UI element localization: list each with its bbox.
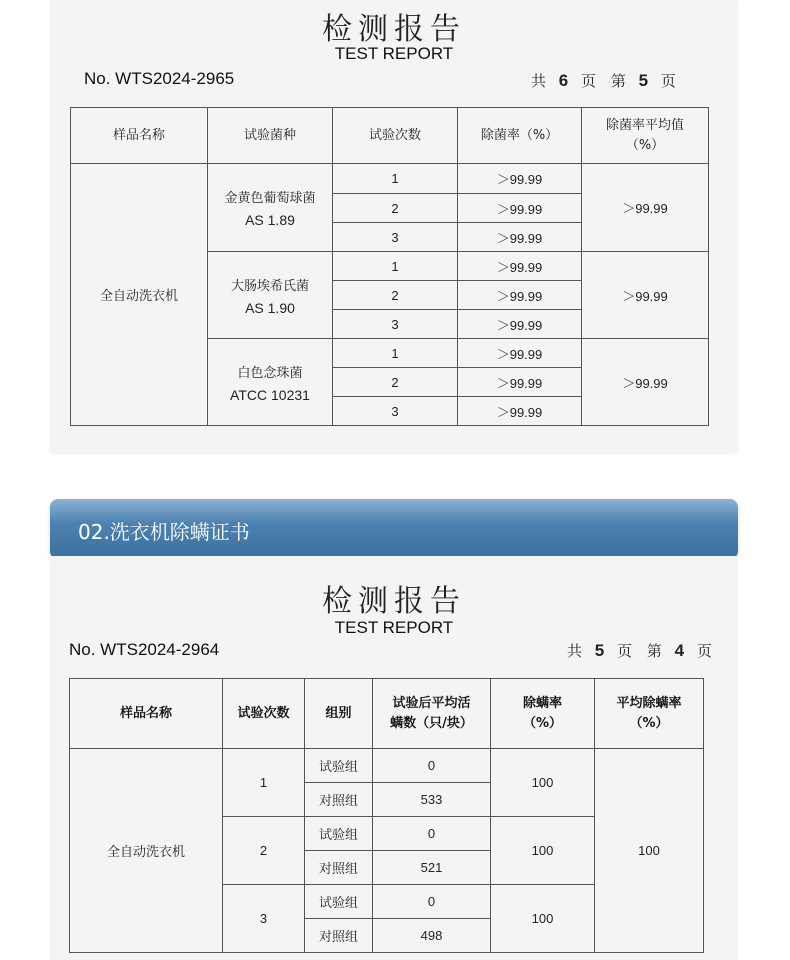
pages-current-prefix: 第 xyxy=(610,72,626,90)
header-removal-rate: 除螨率（%） xyxy=(491,679,595,749)
kill-rate: ＞99.99 xyxy=(458,164,582,194)
removal-rate: 100 xyxy=(491,817,595,885)
section-banner xyxy=(50,499,738,559)
header-avg-rate: 除菌率平均值（%） xyxy=(582,108,709,164)
report-card-2 xyxy=(50,556,738,960)
header-mite-count: 试验后平均活螨数（只/块） xyxy=(373,679,491,749)
kill-rate: ＞99.99 xyxy=(458,223,582,252)
kill-rate: ＞99.99 xyxy=(458,252,582,281)
strain-code: AS 1.89 xyxy=(245,212,295,228)
header-trial: 试验次数 xyxy=(223,679,305,749)
avg-removal-rate: 100 xyxy=(595,749,704,953)
group-name: 试验组 xyxy=(305,817,373,851)
report-number: No. WTS2024-2964 xyxy=(69,640,220,659)
strain-name: 大肠埃希氏菌 xyxy=(230,278,309,294)
header-sample: 样品名称 xyxy=(70,679,223,749)
pages-total: 6 xyxy=(558,71,569,90)
mite-count: 498 xyxy=(373,919,491,953)
kill-rate: ＞99.99 xyxy=(458,397,582,426)
avg-kill-rate: ＞99.99 xyxy=(582,339,709,426)
trial-number: 1 xyxy=(333,252,458,281)
report-title: 检测报告 xyxy=(322,12,466,47)
pages-current-unit: 页 xyxy=(696,642,712,660)
pages-total: 5 xyxy=(594,641,605,660)
report-subtitle: TEST REPORT xyxy=(334,44,454,63)
page-indicator xyxy=(531,70,676,91)
trial-number: 1 xyxy=(333,164,458,194)
pages-current: 4 xyxy=(674,641,685,660)
kill-rate: ＞99.99 xyxy=(458,194,582,223)
strain-code: ATCC 10231 xyxy=(230,386,310,403)
trial-number: 2 xyxy=(223,817,305,885)
report-number: No. WTS2024-2965 xyxy=(84,69,235,88)
trial-number: 3 xyxy=(333,310,458,339)
report-subtitle: TEST REPORT xyxy=(334,618,454,637)
removal-rate: 100 xyxy=(491,885,595,953)
strain-name: 金黄色葡萄球菌 xyxy=(224,191,316,206)
kill-rate: ＞99.99 xyxy=(458,368,582,397)
removal-rate: 100 xyxy=(491,749,595,817)
header-sample: 样品名称 xyxy=(71,108,208,164)
mite-count: 533 xyxy=(373,783,491,817)
mite-count: 0 xyxy=(373,817,491,851)
sample-name: 全自动洗衣机 xyxy=(70,749,223,953)
trial-number: 1 xyxy=(223,749,305,817)
mite-count: 521 xyxy=(373,851,491,885)
pages-current: 5 xyxy=(638,71,649,90)
group-name: 对照组 xyxy=(305,783,373,817)
avg-kill-rate: ＞99.99 xyxy=(582,252,709,339)
strain-cell xyxy=(208,339,333,426)
section-banner-title: 02.洗衣机除螨证书 xyxy=(78,520,250,544)
trial-number: 2 xyxy=(333,281,458,310)
mite-count: 0 xyxy=(373,749,491,783)
group-name: 对照组 xyxy=(305,851,373,885)
table-row xyxy=(70,749,704,783)
header-group: 组别 xyxy=(305,679,373,749)
group-name: 试验组 xyxy=(305,749,373,783)
kill-rate: ＞99.99 xyxy=(458,339,582,368)
trial-number: 2 xyxy=(333,368,458,397)
kill-rate: ＞99.99 xyxy=(458,281,582,310)
trial-number: 3 xyxy=(333,223,458,252)
pages-total-unit: 页 xyxy=(617,642,633,660)
pages-total-prefix: 共 xyxy=(531,72,547,90)
header-rate: 除菌率（%） xyxy=(458,108,582,164)
report-card-1 xyxy=(50,0,738,452)
table-row xyxy=(71,164,709,194)
trial-number: 3 xyxy=(333,397,458,426)
header-avg-removal-rate: 平均除螨率（%） xyxy=(595,679,704,749)
mite-removal-table xyxy=(69,678,704,953)
avg-kill-rate: ＞99.99 xyxy=(582,164,709,252)
pages-total-prefix: 共 xyxy=(567,642,583,660)
page-indicator xyxy=(567,640,712,661)
trial-number: 2 xyxy=(333,194,458,223)
header-strain: 试验菌种 xyxy=(208,108,333,164)
strain-cell xyxy=(208,252,333,339)
strain-name: 白色念珠菌 xyxy=(237,365,303,381)
pages-total-unit: 页 xyxy=(581,72,597,90)
group-name: 对照组 xyxy=(305,919,373,953)
group-name: 试验组 xyxy=(305,885,373,919)
kill-rate: ＞99.99 xyxy=(458,310,582,339)
pages-current-unit: 页 xyxy=(660,72,676,90)
trial-number: 1 xyxy=(333,339,458,368)
sterilization-table xyxy=(70,107,709,426)
strain-cell xyxy=(208,164,333,252)
header-trial: 试验次数 xyxy=(333,108,458,164)
report-title: 检测报告 xyxy=(322,584,466,619)
mite-count: 0 xyxy=(373,885,491,919)
trial-number: 3 xyxy=(223,885,305,953)
strain-code: AS 1.90 xyxy=(245,299,295,316)
sample-name: 全自动洗衣机 xyxy=(71,164,208,426)
pages-current-prefix: 第 xyxy=(646,642,662,660)
